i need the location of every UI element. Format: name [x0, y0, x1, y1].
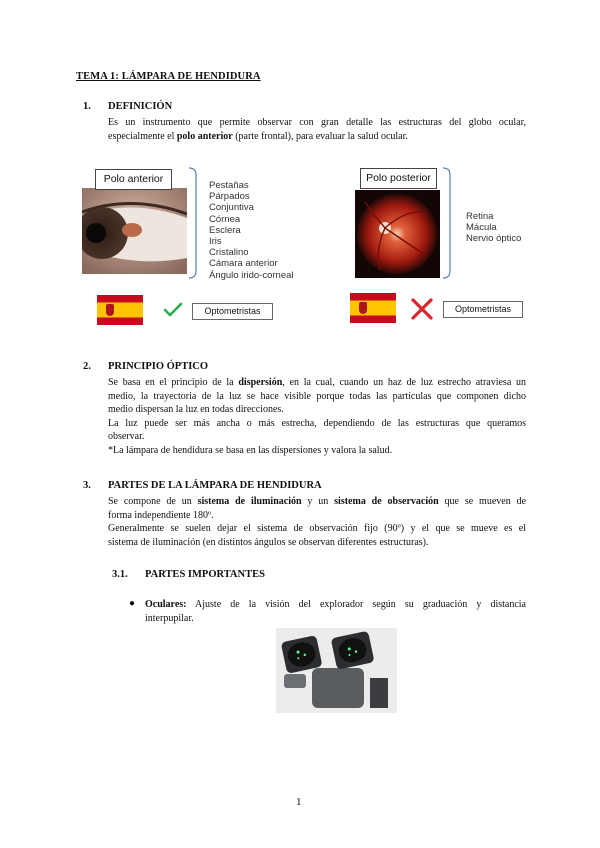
section-1-number: 1.	[83, 101, 91, 112]
bold-term: sistema de iluminación	[197, 496, 302, 507]
page-number: 1	[296, 796, 302, 808]
text-span: Ajuste de la visión del explorador según su graduación y distancia	[186, 599, 526, 610]
section-2-number: 2.	[83, 361, 91, 372]
section-2-line-6: *La lámpara de hendidura se basa en las dispersiones y valora la salud.	[108, 444, 393, 456]
text-span: (parte frontal), para evaluar la salud ocular.	[232, 130, 408, 142]
posterior-fundus-photo	[355, 190, 440, 278]
section-2-line-3: medio dispersan la luz en todas direcciones.	[108, 404, 284, 416]
list-item: Cámara anterior	[209, 258, 278, 270]
section-1-paragraph	[108, 116, 526, 143]
spain-flag-icon	[97, 295, 143, 325]
section-2-line-1	[108, 376, 526, 390]
list-item: Mácula	[466, 222, 497, 234]
optometristas-badge-left: Optometristas	[192, 303, 273, 320]
text-span: Se basa en el principio de la	[108, 377, 239, 388]
section-3-paragraph	[108, 495, 526, 549]
section-3-1-number: 3.1.	[112, 569, 128, 580]
check-icon	[163, 302, 183, 318]
oculares-photo	[276, 628, 397, 713]
bullet-line-1	[145, 598, 526, 612]
bullet-dot-icon: ●	[129, 598, 136, 609]
text-span: especialmente el	[108, 130, 177, 142]
polo-anterior-label: Polo anterior	[95, 169, 172, 190]
list-item: Conjuntiva	[209, 202, 254, 214]
polo-posterior-label: Polo posterior	[360, 168, 437, 189]
spain-flag-icon	[350, 293, 396, 323]
section-2-paragraph	[108, 376, 526, 458]
list-item: Cristalino	[209, 247, 249, 259]
bullet-line-2: interpupilar.	[145, 612, 194, 624]
right-bracket-icon	[442, 167, 456, 279]
oculares-bullet	[145, 598, 526, 625]
section-3-1-title: PARTES IMPORTANTES	[145, 569, 265, 580]
section-3-line-1	[108, 495, 526, 509]
cross-icon	[410, 297, 434, 321]
list-item: Ángulo irido-corneal	[209, 269, 294, 281]
section-2-line-5: observar.	[108, 431, 145, 443]
text-span: que se mueven de	[438, 496, 527, 507]
section-1-line-1: Es un instrumento que permite observar con gran detalle las estructuras del globo ocular,	[108, 117, 526, 128]
bold-term: polo anterior	[176, 130, 233, 142]
text-span: y un	[301, 496, 335, 507]
list-item: Nervio óptico	[466, 233, 522, 245]
list-item: Pestañas	[209, 180, 249, 191]
section-3-title: PARTES DE LA LÁMPARA DE HENDIDURA	[108, 480, 322, 491]
section-2-line-2: medio, la trayectoria de la luz se hace visible porque todas las partículas que componen dicho	[108, 390, 526, 402]
anterior-structures-list	[209, 180, 294, 281]
section-3-line-4: sistema de iluminación (en distintos ángulos se observan diferentes estructuras).	[108, 536, 429, 548]
left-bracket-icon	[188, 167, 202, 279]
section-3-line-3: Generalmente se suelen dejar el sistema de observación fijo (90º) y el que se mueve es el	[108, 523, 526, 535]
bold-term: dispersión	[238, 377, 283, 388]
anterior-eye-photo	[82, 188, 187, 274]
text-span: Se compone de un	[108, 496, 198, 507]
section-1-line-2	[108, 130, 526, 144]
bold-term: sistema de observación	[334, 496, 439, 507]
section-2-line-4: La luz puede ser más ancha o más estrecha, dependiendo de las estructuras que queramos	[108, 417, 526, 429]
text-span: , en la cual, cuando un haz de luz estrecho atraviesa un	[282, 377, 526, 388]
section-2-title: PRINCIPIO ÓPTICO	[108, 361, 209, 372]
list-item: Retina	[466, 211, 494, 222]
page-title: TEMA 1: LÁMPARA DE HENDIDURA	[76, 71, 261, 82]
section-3-number: 3.	[83, 480, 91, 491]
list-item: Iris	[209, 236, 222, 248]
list-item: Córnea	[209, 213, 241, 225]
list-item: Párpados	[209, 191, 250, 203]
section-3-line-2: forma independiente 180º.	[108, 509, 214, 521]
posterior-structures-list	[466, 211, 521, 245]
optometristas-badge-right: Optometristas	[443, 301, 523, 318]
list-item: Esclera	[209, 224, 241, 236]
section-1-title: DEFINICIÓN	[108, 101, 173, 112]
bullet-label: Oculares:	[145, 599, 187, 610]
